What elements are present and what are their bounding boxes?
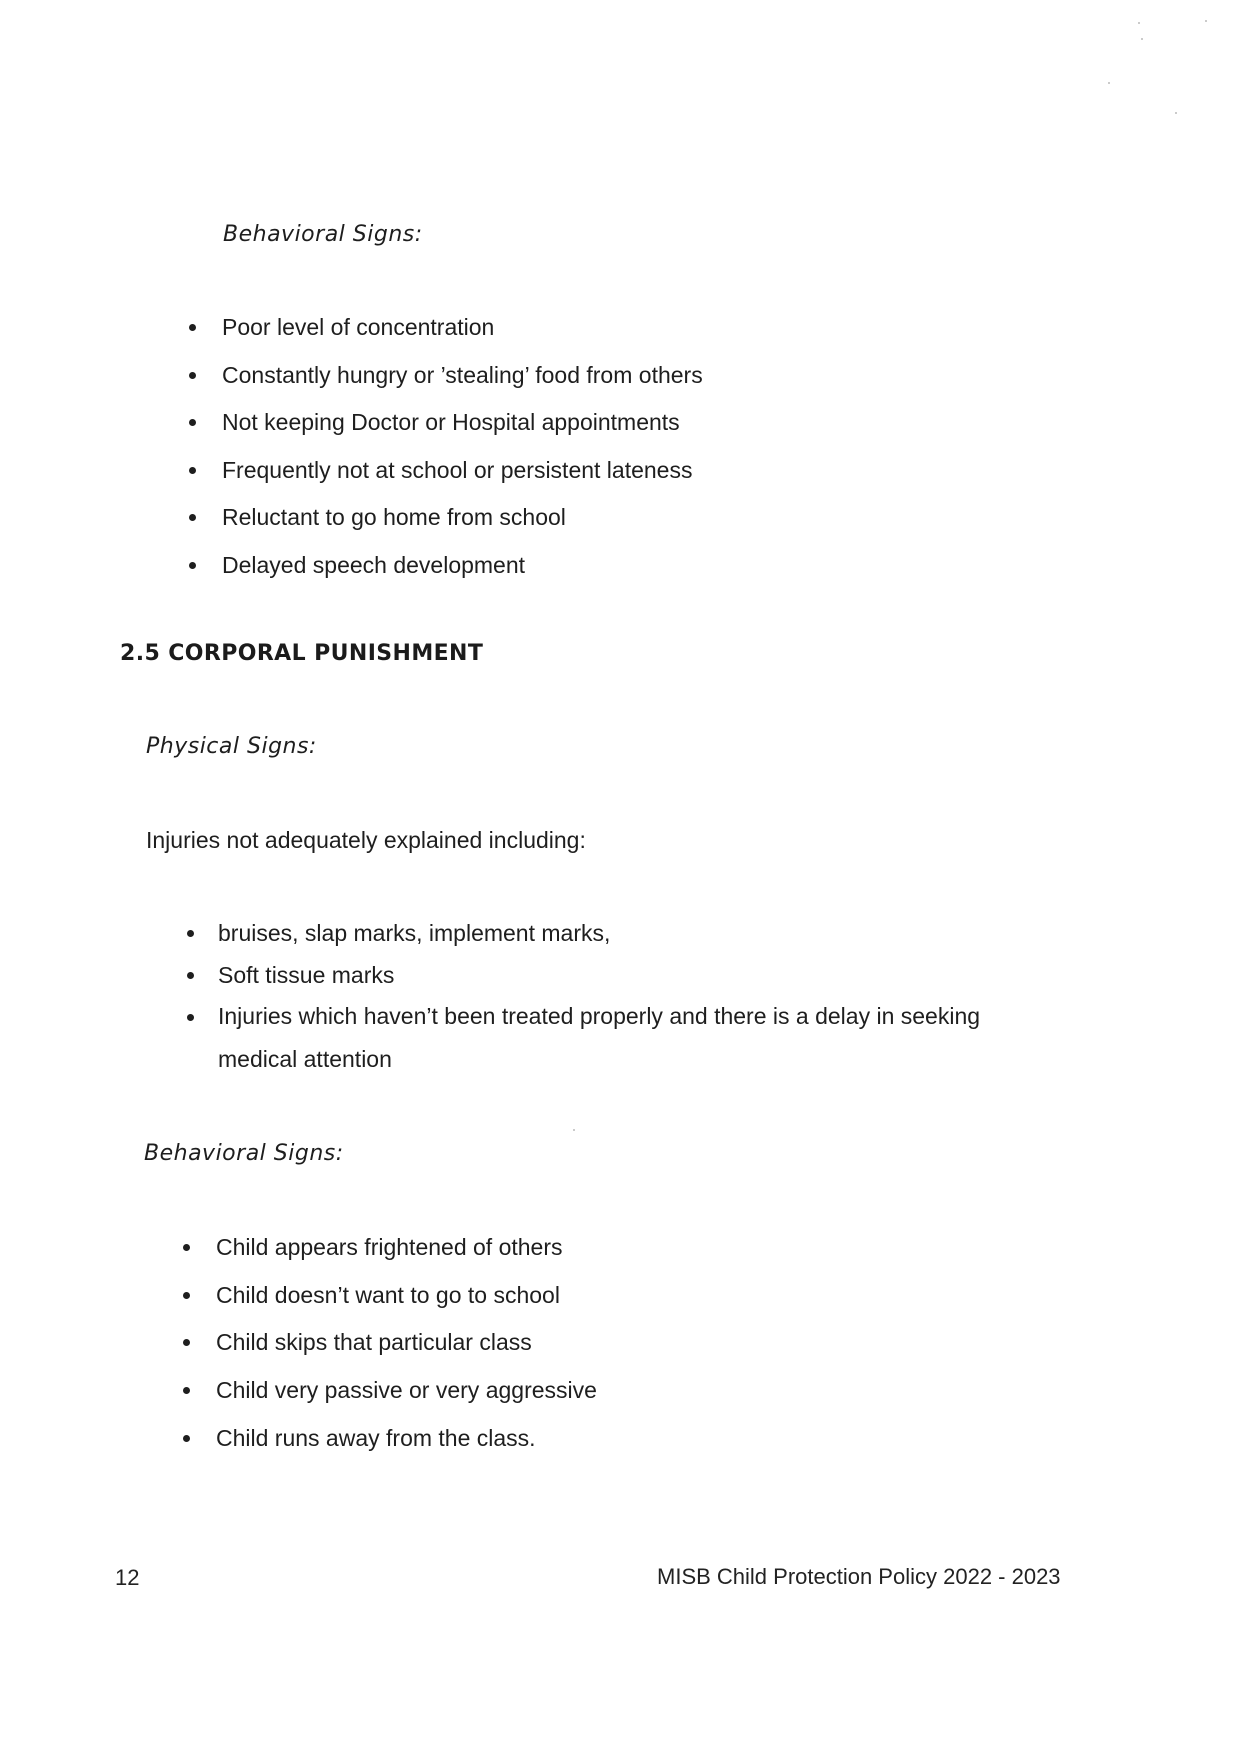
section-title-corporal-punishment: 2.5 CORPORAL PUNISHMENT [120, 641, 484, 666]
injuries-intro-text: Injuries not adequately explained including: [146, 827, 586, 853]
list-item: Child skips that particular class [216, 1329, 532, 1356]
list-item: Child doesn’t want to go to school [216, 1282, 560, 1309]
list-item: Not keeping Doctor or Hospital appointments [222, 409, 680, 436]
list-item: Reluctant to go home from school [222, 504, 566, 531]
behavioral-signs-heading-2: Behavioral Signs: [144, 1141, 344, 1166]
list-item: Soft tissue marks [218, 962, 394, 989]
list-item: Delayed speech development [222, 552, 525, 579]
list-item: bruises, slap marks, implement marks, [218, 920, 610, 947]
list-item: Frequently not at school or persistent lateness [222, 457, 692, 484]
list-item: Constantly hungry or ’stealing’ food from others [222, 362, 703, 389]
behavioral-signs-heading-1: Behavioral Signs: [223, 222, 423, 247]
page-number: 12 [115, 1565, 140, 1590]
list-item: Child very passive or very aggressive [216, 1377, 597, 1404]
physical-signs-heading: Physical Signs: [146, 734, 317, 759]
list-item: Child appears frightened of others [216, 1234, 563, 1261]
footer-document-title: MISB Child Protection Policy 2022 - 2023 [657, 1564, 1061, 1589]
list-item: Injuries which haven’t been treated properly and there is a delay in seeking medical attention [218, 995, 1058, 1081]
list-item: Poor level of concentration [222, 314, 494, 341]
list-item: Child runs away from the class. [216, 1425, 536, 1452]
